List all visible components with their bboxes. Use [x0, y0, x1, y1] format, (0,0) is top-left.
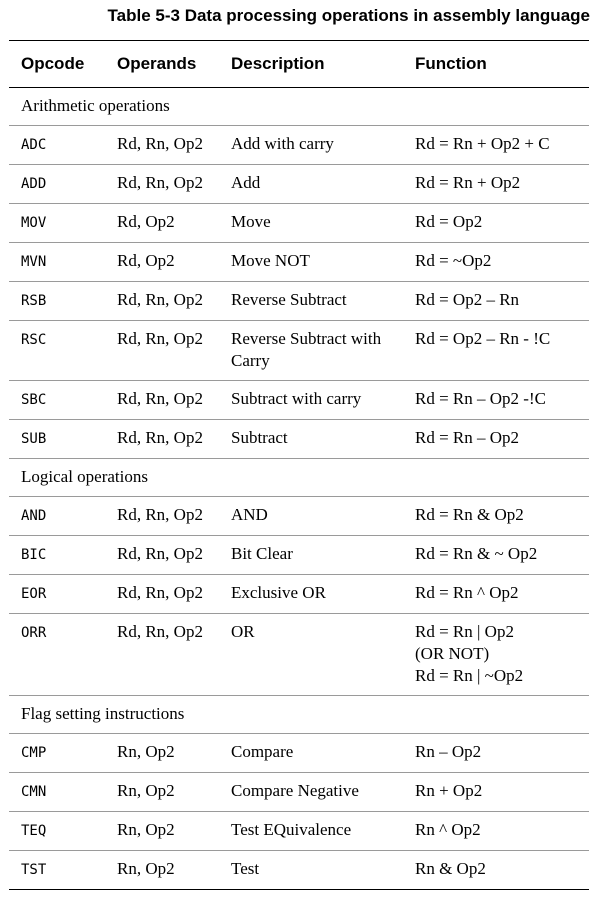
table-body — [9, 88, 589, 890]
operands-cell: Rd, Rn, Op2 — [105, 614, 219, 696]
table-row — [9, 614, 589, 696]
opcode-cell: MVN — [9, 243, 105, 282]
description-cell: Add with carry — [219, 126, 403, 165]
function-line: Rd = Rn | ~Op2 — [415, 666, 524, 685]
operands-cell: Rd, Rn, Op2 — [105, 321, 219, 381]
description-cell: Test EQuivalence — [219, 812, 403, 851]
function-cell — [403, 773, 589, 812]
header-opcode: Opcode — [9, 41, 105, 88]
opcode-cell: CMN — [9, 773, 105, 812]
description-cell: Move NOT — [219, 243, 403, 282]
function-line: Rn & Op2 — [415, 859, 486, 878]
opcode-cell: RSB — [9, 282, 105, 321]
operands-cell: Rn, Op2 — [105, 773, 219, 812]
function-cell — [403, 126, 589, 165]
function-line: Rd = Rn – Op2 -!C — [415, 389, 546, 408]
function-line: Rd = Op2 — [415, 212, 483, 231]
function-cell — [403, 575, 589, 614]
description-cell: OR — [219, 614, 403, 696]
table-row — [9, 536, 589, 575]
opcode-cell: SUB — [9, 420, 105, 459]
section-row — [9, 88, 589, 126]
header-operands: Operands — [105, 41, 219, 88]
section-label: Logical operations — [9, 459, 589, 497]
operands-cell: Rd, Rn, Op2 — [105, 536, 219, 575]
operands-cell: Rd, Rn, Op2 — [105, 282, 219, 321]
description-cell: Move — [219, 204, 403, 243]
function-line: Rd = Rn & ~ Op2 — [415, 544, 538, 563]
function-cell — [403, 321, 589, 381]
opcode-cell: TEQ — [9, 812, 105, 851]
data-processing-table — [9, 40, 589, 890]
function-cell — [403, 204, 589, 243]
opcode-cell: AND — [9, 497, 105, 536]
opcode-cell: RSC — [9, 321, 105, 381]
function-line: Rd = Rn | Op2 — [415, 622, 514, 641]
opcode-cell: ADD — [9, 165, 105, 204]
table-row — [9, 812, 589, 851]
table-row — [9, 204, 589, 243]
function-line: Rd = Rn – Op2 — [415, 428, 520, 447]
function-line: Rd = Rn & Op2 — [415, 505, 524, 524]
function-cell — [403, 812, 589, 851]
operands-cell: Rd, Rn, Op2 — [105, 165, 219, 204]
operands-cell: Rd, Rn, Op2 — [105, 420, 219, 459]
function-line: Rn – Op2 — [415, 742, 482, 761]
operands-cell: Rn, Op2 — [105, 851, 219, 890]
description-cell: Subtract — [219, 420, 403, 459]
operands-cell: Rd, Rn, Op2 — [105, 497, 219, 536]
function-line: Rd = Rn ^ Op2 — [415, 583, 519, 602]
section-label: Flag setting instructions — [9, 696, 589, 734]
function-cell — [403, 536, 589, 575]
function-cell — [403, 282, 589, 321]
operands-cell: Rd, Op2 — [105, 243, 219, 282]
function-line: Rd = Op2 – Rn - !C — [415, 329, 551, 348]
function-line: Rn + Op2 — [415, 781, 483, 800]
function-line: Rd = Rn + Op2 + C — [415, 134, 550, 153]
function-cell — [403, 381, 589, 420]
description-cell: Subtract with carry — [219, 381, 403, 420]
section-row — [9, 696, 589, 734]
section-row — [9, 459, 589, 497]
table-row — [9, 381, 589, 420]
opcode-cell: CMP — [9, 734, 105, 773]
function-cell — [403, 851, 589, 890]
description-cell: Reverse Subtract — [219, 282, 403, 321]
function-cell — [403, 614, 589, 696]
table-row — [9, 420, 589, 459]
operands-cell: Rd, Op2 — [105, 204, 219, 243]
function-cell — [403, 165, 589, 204]
description-cell: Bit Clear — [219, 536, 403, 575]
table-row — [9, 321, 589, 381]
opcode-cell: BIC — [9, 536, 105, 575]
description-cell: Compare Negative — [219, 773, 403, 812]
opcode-cell: ORR — [9, 614, 105, 696]
opcode-cell: ADC — [9, 126, 105, 165]
table-row — [9, 575, 589, 614]
function-line: Rd = Rn + Op2 — [415, 173, 521, 192]
header-row — [9, 41, 589, 88]
operands-cell: Rd, Rn, Op2 — [105, 381, 219, 420]
opcode-cell: MOV — [9, 204, 105, 243]
description-cell: Exclusive OR — [219, 575, 403, 614]
operands-cell: Rd, Rn, Op2 — [105, 126, 219, 165]
table-row — [9, 497, 589, 536]
table-title: Table 5-3 Data processing operations in assembly language — [107, 6, 590, 25]
function-cell — [403, 420, 589, 459]
opcode-cell: SBC — [9, 381, 105, 420]
table-row — [9, 126, 589, 165]
opcode-cell: EOR — [9, 575, 105, 614]
table-row — [9, 734, 589, 773]
operands-cell: Rd, Rn, Op2 — [105, 575, 219, 614]
table-row — [9, 773, 589, 812]
function-cell — [403, 243, 589, 282]
description-cell: Test — [219, 851, 403, 890]
section-label: Arithmetic operations — [9, 88, 589, 126]
table-row — [9, 165, 589, 204]
function-line: Rn ^ Op2 — [415, 820, 481, 839]
opcode-cell: TST — [9, 851, 105, 890]
function-cell — [403, 734, 589, 773]
description-cell: Compare — [219, 734, 403, 773]
header-function: Function — [403, 41, 589, 88]
function-line: Rd = Op2 – Rn — [415, 290, 520, 309]
description-cell: Add — [219, 165, 403, 204]
operands-cell: Rn, Op2 — [105, 812, 219, 851]
description-cell: Reverse Subtract with Carry — [219, 321, 403, 381]
table-row — [9, 282, 589, 321]
function-line: (OR NOT) — [415, 644, 490, 663]
operands-cell: Rn, Op2 — [105, 734, 219, 773]
header-description: Description — [219, 41, 403, 88]
function-cell — [403, 497, 589, 536]
table-row — [9, 851, 589, 890]
function-line: Rd = ~Op2 — [415, 251, 492, 270]
description-cell: AND — [219, 497, 403, 536]
table-row — [9, 243, 589, 282]
